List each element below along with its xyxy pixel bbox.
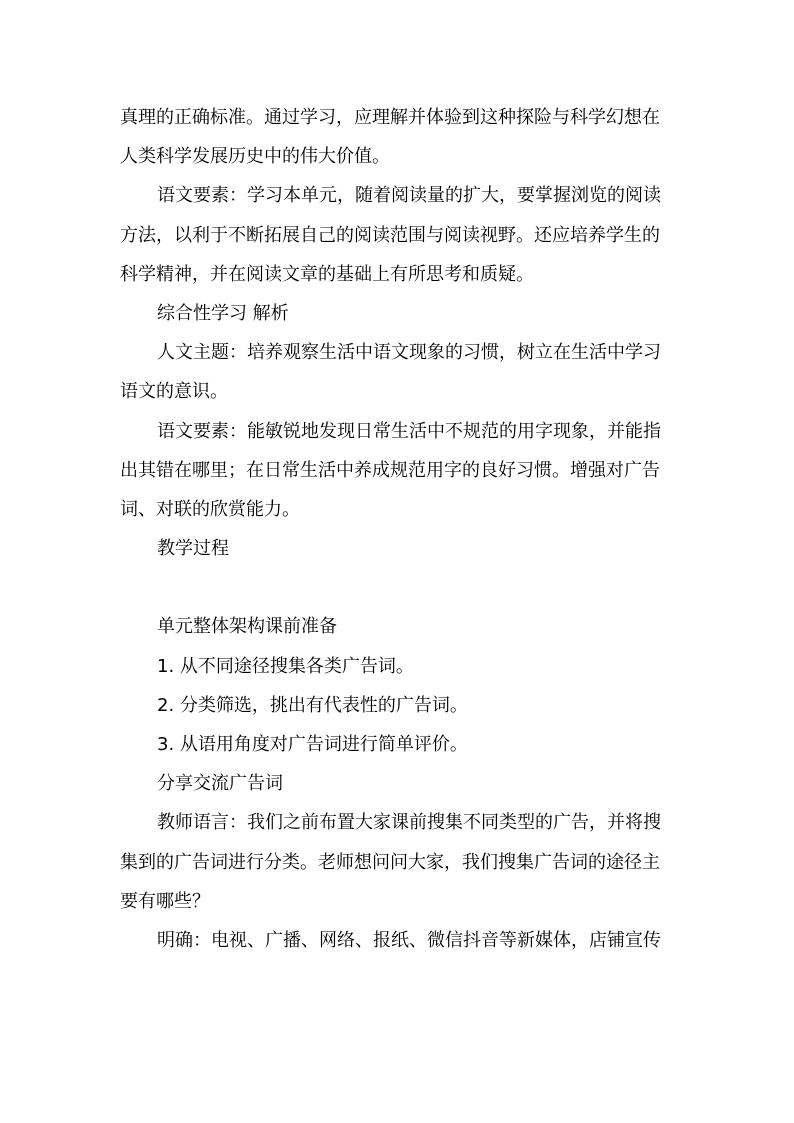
- document-body: [120, 98, 682, 960]
- text-line: 要有哪些？: [120, 890, 210, 912]
- text-line: 方法，以利于不断拓展自己的阅读范围与阅读视野。还应培养学生的: [120, 224, 660, 246]
- text-line: 明确：电视、广播、网络、报纸、微信抖音等新媒体，店铺宣传: [157, 929, 661, 951]
- section-heading: 综合性学习 解析: [157, 302, 289, 324]
- list-item: 3. 从语用角度对广告词进行简单评价。: [157, 734, 468, 755]
- text-line: 教师语言：我们之前布置大家课前搜集不同类型的广告，并将搜: [157, 812, 661, 834]
- section-heading: 分享交流广告词: [157, 773, 283, 795]
- text-line: 集到的广告词进行分类。老师想问问大家，我们搜集广告词的途径主: [120, 851, 660, 873]
- list-item: 1. 从不同途径搜集各类广告词。: [157, 655, 414, 677]
- text-line: 出其错在哪里；在日常生活中养成规范用字的良好习惯。增强对广告: [120, 459, 660, 481]
- text-line: 语文要素：学习本单元，随着阅读量的扩大，要掌握浏览的阅读: [157, 185, 661, 207]
- text-line: 语文要素：能敏锐地发现日常生活中不规范的用字现象，并能指: [157, 420, 661, 442]
- text-line: 人文主题：培养观察生活中语文现象的习惯，树立在生活中学习: [157, 342, 661, 364]
- text-line: 词、对联的欣赏能力。: [120, 498, 300, 520]
- section-heading: 教学过程: [157, 538, 229, 560]
- section-heading: 单元整体架构课前准备: [157, 616, 337, 638]
- list-item: 2. 分类筛选，挑出有代表性的广告词。: [157, 694, 468, 716]
- text-line: 科学精神，并在阅读文章的基础上有所思考和质疑。: [120, 263, 534, 285]
- text-line: 语文的意识。: [120, 381, 228, 403]
- blank-line: [120, 568, 682, 607]
- text-line: 人类科学发展历史中的伟大价值。: [120, 146, 390, 168]
- text-line: 真理的正确标准。通过学习，应理解并体验到这种探险与科学幻想在: [120, 107, 660, 128]
